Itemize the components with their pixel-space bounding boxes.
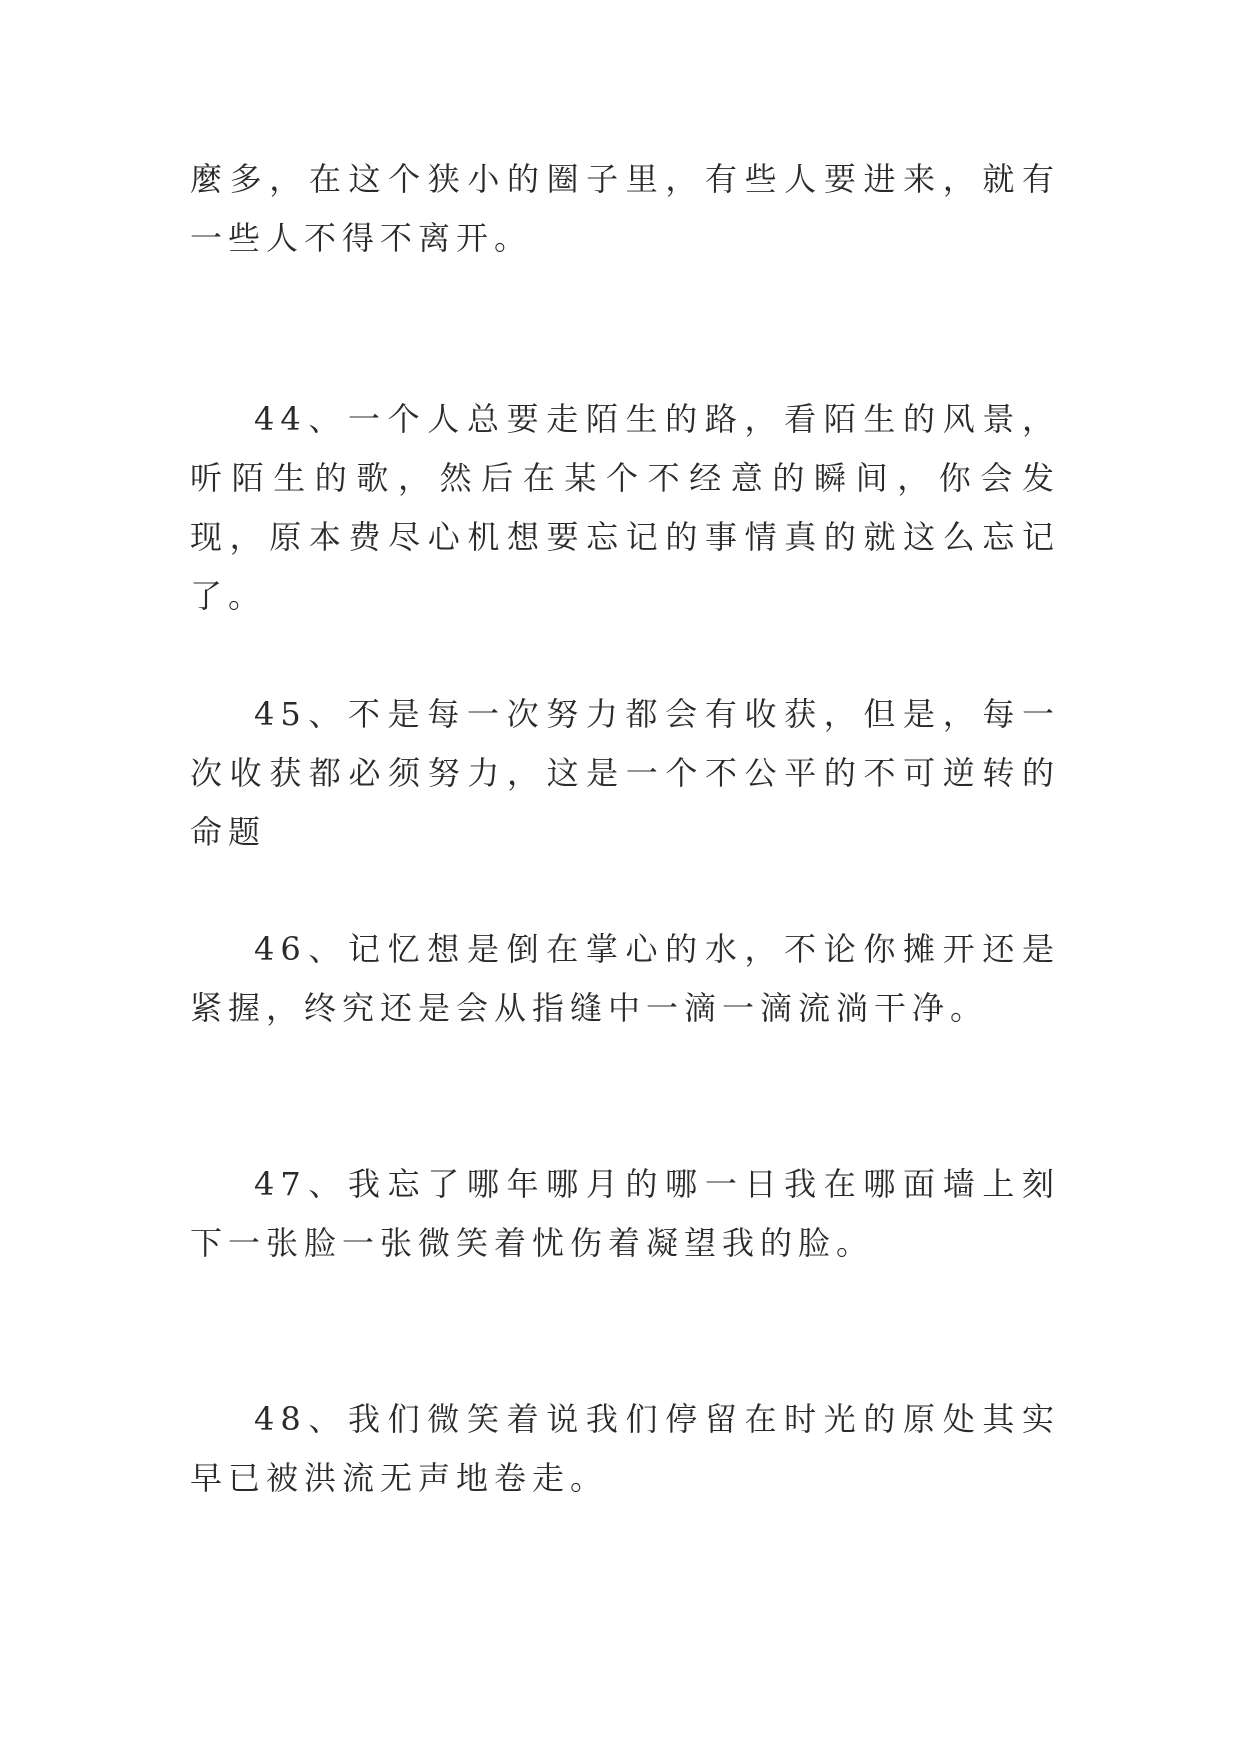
paragraph-46: 46、记忆想是倒在掌心的水，不论你摊开还是紧握，终究还是会从指缝中一滴一滴流淌干净。 (190, 930, 1060, 1027)
paragraph-continued: 麼多，在这个狭小的圈子里，有些人要进来，就有一些人不得不离开。 (190, 160, 1060, 257)
paragraph-45: 45、不是每一次努力都会有收获，但是，每一次收获都必须努力，这是一个不公平的不可逆转的命题 (190, 695, 1060, 851)
paragraph-47: 47、我忘了哪年哪月的哪一日我在哪面墙上刻下一张脸一张微笑着忧伤着凝望我的脸。 (190, 1165, 1060, 1262)
paragraph-44: 44、一个人总要走陌生的路，看陌生的风景，听陌生的歌，然后在某个不经意的瞬间，你会发现，原本费尽心机想要忘记的事情真的就这么忘记了。 (190, 400, 1060, 615)
paragraph-48: 48、我们微笑着说我们停留在时光的原处其实早已被洪流无声地卷走。 (190, 1400, 1060, 1497)
